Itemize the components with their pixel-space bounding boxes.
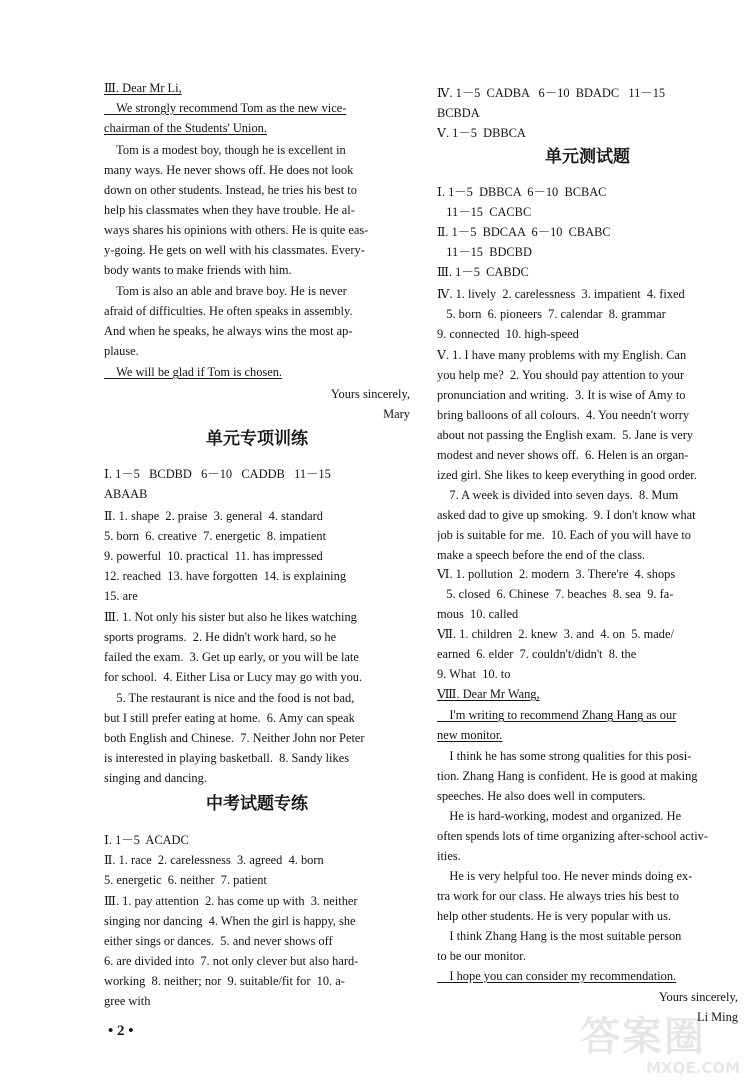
text-line: make a speech before the end of the class.: [437, 548, 646, 562]
text-line: plause.: [104, 344, 139, 358]
text-line: Tom is a modest boy, though he is excellent in: [104, 143, 346, 157]
text-line: is interested in playing basketball. 8. Sandy likes: [104, 751, 350, 765]
text-line: Ⅶ. 1. children 2. knew 3. and 4. on 5. made/: [437, 627, 674, 641]
text-line: Tom is also an able and brave boy. He is never: [104, 284, 347, 298]
text-line: body wants to make friends with him.: [104, 263, 292, 277]
watermark-url: MXQE.COM: [646, 1059, 740, 1077]
text-line: Ⅳ. 1. lively 2. carelessness 3. impatient 4. fixed: [437, 287, 685, 301]
text-line: bring balloons of all colours. 4. You needn't worry: [437, 408, 690, 422]
text-line: singing and dancing.: [104, 771, 207, 785]
text-line: Ⅰ. 1－5 ACADC: [104, 833, 189, 847]
text-line: help other students. He is very popular with us.: [437, 909, 672, 923]
text-line: I'm writing to recommend Zhang Hang as our: [437, 708, 677, 722]
text-line: down on other students. Instead, he tries his best to: [104, 183, 357, 197]
text-line: 11－15 BDCBD: [437, 245, 532, 259]
text-line: ABAAB: [104, 487, 148, 501]
text-line: He is hard-working, modest and organized. He: [437, 809, 682, 823]
text-line: We strongly recommend Tom as the new vice-: [104, 101, 347, 115]
section-heading: 单元专项训练: [206, 429, 308, 449]
text-line: chairman of the Students' Union.: [104, 121, 267, 135]
text-line: to be our monitor.: [437, 949, 526, 963]
text-line: Ⅱ. 1－5 BDCAA 6－10 CBABC: [437, 225, 611, 239]
text-line: gree with: [104, 994, 151, 1008]
text-line: tion. Zhang Hang is confident. He is good at making: [437, 769, 698, 783]
text-line: 12. reached 13. have forgotten 14. is explaining: [104, 569, 347, 583]
text-line: Ⅷ. Dear Mr Wang,: [437, 687, 540, 701]
text-line: 5. The restaurant is nice and the food is not bad,: [104, 691, 355, 705]
text-line: 9. powerful 10. practical 11. has impressed: [104, 549, 323, 563]
text-line: Ⅵ. 1. pollution 2. modern 3. There're 4. shops: [437, 567, 676, 581]
text-line: asked dad to give up smoking. 9. I don't know what: [437, 508, 696, 522]
text-line: tra work for our class. He always tries his best to: [437, 889, 679, 903]
text-line: afraid of difficulties. He often speaks in assembly.: [104, 304, 353, 318]
page-number: • 2 •: [108, 1023, 134, 1039]
text-line: 7. A week is divided into seven days. 8. Mum: [437, 488, 679, 502]
text-line: both English and Chinese. 7. Neither John nor Peter: [104, 731, 365, 745]
text-line: 5. born 6. pioneers 7. calendar 8. grammar: [437, 307, 666, 321]
text-line: ways shares his opinions with others. He is quite eas-: [104, 223, 369, 237]
text-line: about not passing the English exam. 5. Jane is very: [437, 428, 694, 442]
text-line: Ⅰ. 1－5 DBBCA 6－10 BCBAC: [437, 185, 607, 199]
text-line: earned 6. elder 7. couldn't/didn't 8. the: [437, 647, 637, 661]
text-line: 15. are: [104, 589, 138, 603]
text-line: for school. 4. Either Lisa or Lucy may go with you.: [104, 670, 363, 684]
text-line: many ways. He never shows off. He does not look: [104, 163, 354, 177]
text-line: He is very helpful too. He never minds doing ex-: [437, 869, 693, 883]
text-line: Yours sincerely,: [330, 387, 410, 401]
watermark-logo: [580, 1015, 740, 1085]
text-line: ities.: [437, 849, 461, 863]
text-line: BCBDA: [437, 106, 480, 120]
text-line: 9. What 10. to: [437, 667, 511, 681]
text-line: 6. are divided into 7. not only clever but also hard-: [104, 954, 359, 968]
text-line: Ⅴ. 1. I have many problems with my English. Can: [437, 348, 687, 362]
text-line: Ⅲ. 1. Not only his sister but also he likes watching: [104, 610, 357, 624]
text-line: often spends lots of time organizing after-school activ-: [437, 829, 709, 843]
text-line: modest and never shows off. 6. Helen is an organ-: [437, 448, 689, 462]
text-line: 5. born 6. creative 7. energetic 8. impatient: [104, 529, 327, 543]
text-line: Ⅲ. 1－5 CABDC: [437, 265, 529, 279]
text-line: Li Ming: [697, 1010, 738, 1024]
text-line: Ⅲ. 1. pay attention 2. has come up with 3. neither: [104, 894, 358, 908]
text-line: Ⅱ. 1. shape 2. praise 3. general 4. standard: [104, 509, 323, 523]
text-line: 11－15 CACBC: [437, 205, 532, 219]
text-line: but I still prefer eating at home. 6. Amy can speak: [104, 711, 355, 725]
text-line: I think Zhang Hang is the most suitable person: [437, 929, 682, 943]
text-line: new monitor.: [437, 728, 503, 742]
text-line: speeches. He also does well in computers.: [437, 789, 646, 803]
text-line: y-going. He gets on well with his classmates. Every-: [104, 243, 365, 257]
text-line: 5. closed 6. Chinese 7. beaches 8. sea 9. fa-: [437, 587, 674, 601]
text-line: singing nor dancing 4. When the girl is happy, she: [104, 914, 356, 928]
text-line: failed the exam. 3. Get up early, or you will be late: [104, 650, 359, 664]
text-line: sports programs. 2. He didn't work hard, so he: [104, 630, 337, 644]
text-line: ized girl. She likes to keep everything in good order.: [437, 468, 697, 482]
text-line: either sings or dances. 5. and never shows off: [104, 934, 333, 948]
text-line: Ⅴ. 1－5 DBBCA: [437, 126, 526, 140]
text-line: you help me? 2. You should pay attention to your: [437, 368, 685, 382]
text-line: mous 10. called: [437, 607, 519, 621]
text-line: And when he speaks, he always wins the most ap-: [104, 324, 353, 338]
watermark-logo-text: 答案圈: [580, 1014, 706, 1060]
text-line: Ⅲ. Dear Mr Li,: [104, 81, 182, 95]
section-heading: 单元测试题: [545, 147, 630, 167]
text-line: job is suitable for me. 10. Each of you will have to: [437, 528, 691, 542]
text-line: Yours sincerely,: [658, 990, 738, 1004]
text-line: 9. connected 10. high-speed: [437, 327, 579, 341]
text-line: I think he has some strong qualities for this posi-: [437, 749, 692, 763]
text-line: Mary: [383, 407, 410, 421]
section-heading: 中考试题专练: [206, 794, 308, 814]
text-line: Ⅳ. 1－5 CADBA 6－10 BDADC 11－15: [437, 86, 666, 100]
text-line: Ⅱ. 1. race 2. carelessness 3. agreed 4. born: [104, 853, 324, 867]
text-line: help his classmates when they have trouble. He al-: [104, 203, 355, 217]
text-line: working 8. neither; nor 9. suitable/fit for 10. a-: [104, 974, 345, 988]
text-line: 5. energetic 6. neither 7. patient: [104, 873, 267, 887]
text-line: pronunciation and writing. 3. It is wise of Amy to: [437, 388, 686, 402]
text-line: We will be glad if Tom is chosen.: [104, 365, 283, 379]
text-line: I hope you can consider my recommendation.: [437, 969, 677, 983]
text-line: Ⅰ. 1－5 BCDBD 6－10 CADDB 11－15: [104, 467, 331, 481]
